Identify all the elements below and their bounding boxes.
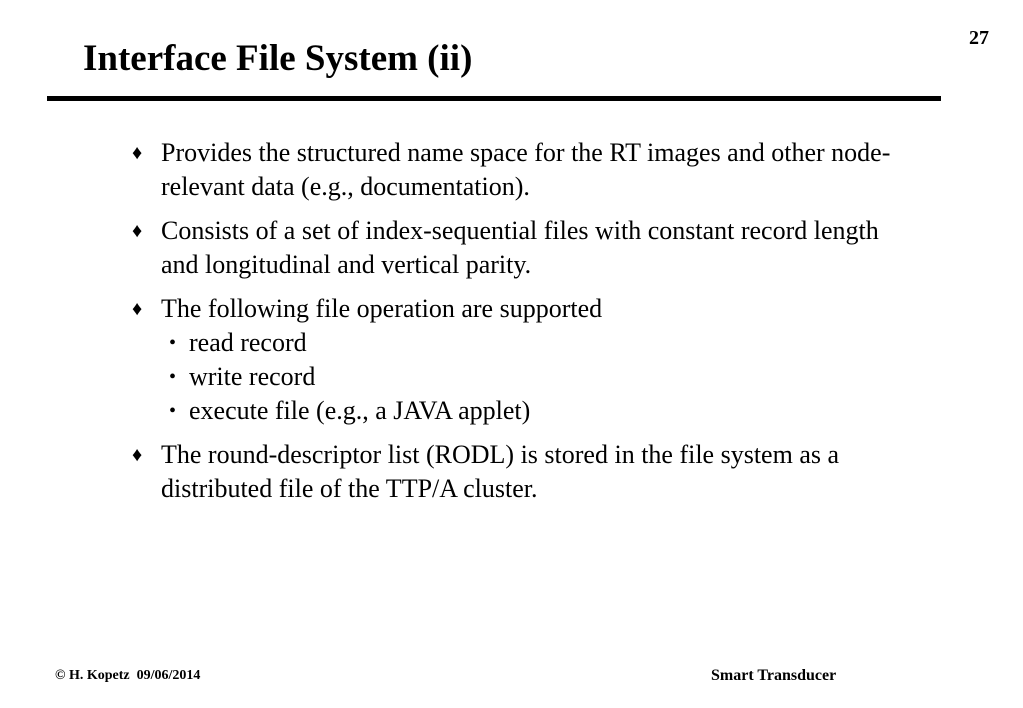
page-number: 27: [969, 27, 989, 49]
bullet-text: Consists of a set of index-sequential files with constant record length and longitudinal and vertical parity.: [161, 216, 879, 279]
diamond-bullet-icon: ♦: [132, 298, 143, 320]
bullet-text: The round-descriptor list (RODL) is stored in the file system as a distributed file of the TTP/A cluster.: [161, 440, 840, 503]
diamond-bullet-icon: ♦: [132, 142, 143, 164]
diamond-bullet-icon: ♦: [132, 444, 143, 466]
footer-course-title: Smart Transducer: [711, 667, 837, 684]
bullet-list: [130, 136, 910, 516]
footer-copyright: © H. Kopetz 09/06/2014: [55, 668, 201, 683]
sub-bullet-item: [169, 360, 910, 394]
sub-bullet-item: [169, 394, 910, 428]
slide-title: Interface File System (ii): [83, 38, 473, 79]
sub-bullet-item: [169, 326, 910, 360]
dot-bullet-icon: •: [169, 332, 177, 354]
diamond-bullet-icon: ♦: [132, 220, 143, 242]
sub-bullet-text: execute file (e.g., a JAVA applet): [189, 396, 531, 425]
bullet-item: [130, 214, 910, 282]
sub-bullet-text: write record: [189, 362, 316, 391]
bullet-item: [130, 136, 910, 204]
bullet-item: [130, 292, 910, 428]
sub-bullet-text: read record: [189, 328, 307, 357]
dot-bullet-icon: •: [169, 366, 177, 388]
bullet-text: Provides the structured name space for the RT images and other node-relevant data (e.g., documentation).: [161, 138, 891, 201]
bullet-item: [130, 438, 910, 506]
dot-bullet-icon: •: [169, 400, 177, 422]
sub-bullet-list: [161, 326, 910, 428]
bullet-text: The following file operation are supported: [161, 294, 603, 323]
title-divider: [47, 96, 941, 101]
